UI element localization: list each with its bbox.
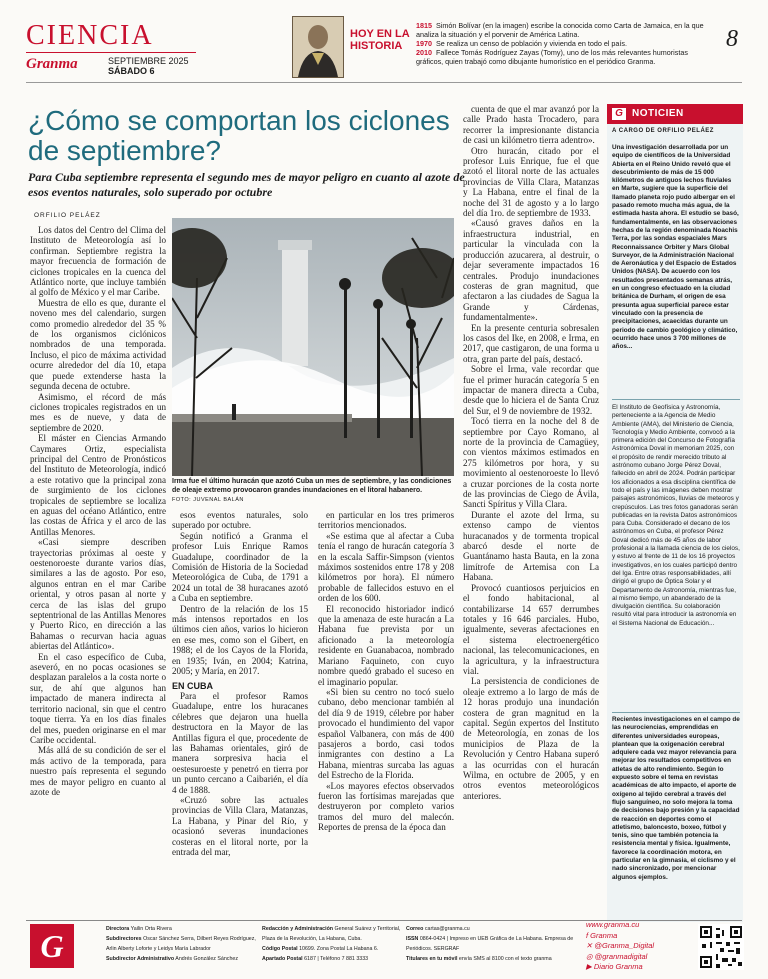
noticien-byline: A CARGO DE ORFILIO PELÁEZ [612,128,714,134]
footer-entry: ISSN 0864-0424 | Impreso en UEB Gráfica de La Habana. Empresa de Periódicos. SERGRAF [406,936,574,952]
footer-granma-logo-icon: G [30,924,74,968]
hoy-en-la-historia-title: HOY EN LA HISTORIA [350,28,410,52]
footer-entry: Subdirectores Oscar Sánchez Serra, Dilbert Reyes Rodríguez, Arlin Alberty Loforte y Leidys María Labrador [106,936,256,952]
sidebar-divider [612,399,740,400]
paragraph: Dentro de la relación de los 15 más intensos reportados en los últimos cien años, varios lo hicieron en ese mes, como son el Gibert, en 1988; el de los Cayos de la Florida, en 1935; Iván, en 2004; Katrina, 2005; y María, en 2017. [172,603,308,677]
paragraph: «Los mayores efectos observados fueron las fortísimas marejadas que destruyeron por completo varios tramos del muro del malecón. Reportes de prensa de la época dan [318,780,454,833]
qr-code-icon[interactable] [698,924,744,970]
paragraph: Según notificó a Granma el profesor Luis Enrique Ramos Guadalupe, coordinador de la Comisión de Historia de la Sociedad Meteorológica de Cuba, de 1791 a 2024 un total de 38 huracanes azotó a Cuba en septiembre. [172,530,308,604]
news-item-astrophotography: El Instituto de Geofísica y Astronomía, perteneciente a la Agencia de Medio Ambiente (AMA), del Ministerio de Ciencia, Tecnología y Medio Ambiente, convocó a la primera edición del Concurso de Fotografía Astronómica Doval in memoriam 2025, con el propósito de rendir merecido tributo al astrónomo cubano Jorge Pérez Doval, fallecido en abril de 2024. Podrán participar los aficionados a esa disciplina científica de todo el país y las imágenes deben mostrar paisajes astronómicos, lluvias de meteoros y crepúsculos. Las tres fotos ganadoras serán publicadas en la revista Datos astronómicos para Cuba. Considerado el decano de los astrónomos en Cuba, el profesor Pérez Doval dedicó más de 45 años de labor profesional a la llamada ciencia de los cielos, y estuvo al frente de 11 de los 16 proyectos investigativos, en los cuales participó dentro del Iga. Entre otras responsabilidades, allí dirigió el grupo de Óptica Solar y el Departamento de Astronomía, mientras fue, al mismo tiempo, un abanderado de la divulgación científica. Su colaboración resultó vital para introducir la astronomía en el Sistema Nacional de Educación... [612,404,740,627]
paragraph: Para el profesor Ramos Guadalupe, entre los huracanes célebres que dejaron una huella destructora en la Mayor de las Antillas figura el que, procedente de las Bahamas orientales, giró de manera sorpresiva hacia el oestesuroeste y penetró en tierra por un punto cercano a Caibarién, el día 4 de 1888. [172,690,308,795]
paragraph: «Se estima que al afectar a Cuba tenía el rango de huracán categoría 3 en la escala Saffir-Simpson (vientos máximos sostenidos entre 178 y 208 kilómetros por hora). El número probable de fallecidos estuvo en el orden de los 600. [318,530,454,604]
paragraph: Sobre el Irma, vale recordar que fue el primer huracán categoría 5 en impactar de manera directa a Cuba, desde que lo hiciera el de Santa Cruz del Sur, el 9 de noviembre de 1932. [463,364,599,416]
header-divider [26,82,742,83]
article-column-1 [30,225,166,922]
footer-entry: Código Postal 10699. Zona Postal La Habana 6. [262,946,379,952]
issue-date [108,56,189,76]
footer-entry: Titulares en tu móvil envía SMS al 8100 con el texto granma [406,956,552,962]
noticien-title: NOTICIEN [632,108,684,119]
article-headline: ¿Cómo se comportan los ciclones de septiembre? [28,105,450,166]
paragraph: Asimismo, el récord de más ciclones tropicales registrados en un mes es de nueve, y data de septiembre de 2020. [30,391,166,433]
paragraph: esos eventos naturales, solo superado por octubre. [172,510,308,531]
paragraph: «Cruzó sobre las actuales provincias de Villa Clara, Matanzas, La Habana, y Pinar del Río, y ocasionó severas inundaciones costeras en el litoral norte, por la entrada del mar, [172,794,308,857]
paragraph: Tocó tierra en la noche del 8 de septiembre por Cayo Romano, al norte de la provincia de Camagüey, con vientos máximos estimados en 275 kilómetros por hora, y su movimiento al oestenoroeste lo llevó a cruzar porciones de la costa norte de las provincias de Ciego de Ávila, Sancti Spíritus y Villa Clara. [463,416,599,510]
news-item-neuroscience: Recientes investigaciones en el campo de las neurociencias, emprendidas en diferentes universidades europeas, plantean que la oxigenación cerebral adquiere cada vez mayor relevancia para mejorar los resultados competitivos en atletas de alto rendimiento. Según lo expuesto sobre el tema en revistas académicas de alto impacto, el aporte de oxígeno al tejido cerebral a través del flujo sanguíneo, no solo mejora la toma de decisiones bajo presión y la capacidad de reacción en deportes como el atletismo, baloncesto, boxeo, fútbol y tenis, sino que también potencia la resistencia mental y física. Igualmente, favorece la coordinación motora, en particular en la gimnasia, el ciclismo y el nado sincronizado, por mencionar algunos ejemplos. [612,716,740,881]
youtube-link[interactable]: ▶ Diario Granma [586,962,643,972]
paragraph: Durante el azote del Irma, su extenso campo de vientos huracanados y de tormenta tropical abarcó desde el norte de Guantánamo hasta Bauta, en la zona limítrofe de Artemisa con La Habana. [463,509,599,583]
social-links [586,920,696,973]
footer-staff [106,924,256,964]
paragraph: Muestra de ello es que, durante el noveno mes del calendario, surgen como promedio alrededor del 35 % de los organismos ciclónicos nombrados de una temporada. Incluso, el pico de máxima actividad ocurre alrededor del día 10, etapa que puede extenderse hasta la segunda decena de octubre. [30,297,166,392]
footer-entry: Redacción y Administración General Suárez y Territorial, Plaza de la Revolución, La Habana, Cuba. [262,926,401,942]
paragraph: El reconocido historiador indicó que la amenaza de este huracán a La Habana fue prevista por un aficionado a la meteorología residente en Guanabacoa, nombrado Mariano Faquineto, con cuyo nombre quedó grabado el suceso en el imaginario popular. [318,603,454,687]
issue-month: SEPTIEMBRE 2025 [108,56,189,66]
website-link[interactable]: www.granma.cu [586,920,640,929]
granma-logo[interactable]: Granma [26,56,78,72]
section-subtitle: EN CUBA [172,680,214,691]
footer-contact [406,924,576,964]
paragraph: En la presente centuria sobresalen los casos del Ike, en 2008, e Irma, en 2017, que castigaron, de una forma u otra, gran parte del país, destacó. [463,322,599,364]
article-column-3 [318,510,454,922]
history-event: 1970 Se realiza un censo de población y vivienda en todo el país. [416,39,627,48]
paragraph: Provocó cuantiosos perjuicios en el fondo habitacional, al contabilizarse 14 657 derrumbes totales y 16 646 parciales. Hubo, igualmente, severas afectaciones en el sistema electroenergético nacional, las telecomunicaciones, en la agricultura, y la infraestructura vial. [463,582,599,676]
footer-entry: Apartado Postal 6187 | Teléfono 7 881 3333 [262,956,369,962]
masthead-divider [26,52,196,53]
page-number: 8 [726,26,738,52]
section-title: CIENCIA [26,20,154,51]
paragraph: «Casi siempre describen trayectorias próximas al oeste y oestenoroeste durante varios días, similares a las de agosto. Por eso, algunos entran en el mar Caribe oriental, y otros pasan al norte y cerca de las islas del grupo septentrional de las Antillas Menores y Puerto Rico, en dirección a las Bahamas o recurvan hacia aguas abiertas del Atlántico». [30,537,166,652]
footer-entry: Subdirector Administrativo Andrés González Sánchez [106,956,238,962]
twitter-link[interactable]: ✕ @Granma_Digital [586,941,655,951]
paragraph: Más allá de su condición de ser el más activo de la temporada, para nuestro país representa el segundo mes de mayor peligro en cuanto al azote de [30,745,166,797]
footer-address [262,924,402,964]
article-subhead: Para Cuba septiembre representa el segundo mes de mayor peligro en cuanto al azote de esos eventos naturales, solo superado por octubre [28,170,465,199]
article-column-4 [463,104,599,922]
news-item-mars: Una investigación desarrollada por un equipo de científicos de la Universidad Abierta en el Reino Unido reveló que el descubrimiento de más de 15 000 kilómetros de antiguos lechos fluviales en Marte, sugiere que la superficie del llamado planeta rojo pudo albergar en el pasado remoto mucha más agua, de la estimada hasta ahora. El estudio se basó, fundamentalmente, en las observaciones hechas de la región denominada Noachis Terra, por las sondas espaciales Mars Reconnaissance Orbiter y Mars Global Surveyor, de la Administración Nacional de Aeronáutica y del Espacio de Estados Unidos (NASA). De acuerdo con los resultados presentados semanas atrás, en un congreso efectuado en la ciudad británica de Durham, el origen de esa presunta agua superficial parece estar vinculado con la presencia de precipitaciones, acaecidas durante un periodo de cambio geológico y climático, ocurrido hace unos 3 700 millones de años... [612,144,739,351]
paragraph: El máster en Ciencias Armando Caymares Ortiz, especialista principal del Centro de Pronósticos del Instituto de Meteorología, indicó a este rotativo que la principal zona de surgimiento de los ciclones tropicales de septiembre se localiza en aguas del océano Atlántico, entre las costas de África y el arco de las Antillas Menores. [30,433,166,537]
footer-entry: Correo cartas@granma.cu [406,926,470,932]
bolivar-portrait-image [292,16,344,78]
history-event: 2010 Fallece Tomás Rodríguez Zayas (Tomy), uno de los más relevantes humoristas gráficos, quien trabajó como dibujante humorístico en el periódico Granma. [416,48,688,66]
paragraph: En el caso específico de Cuba, aseveró, en no pocas ocasiones se desplazan paralelos a la costa norte o sur, de ahí que algunos han impactado de manera indirecta al territorio nacional, sin que el centro toque tierra. Ya en los días finales del mes, pueden originarse en el mar Caribe occidental. [30,651,166,745]
photo-credit: FOTO: JUVENAL BALÁN [172,497,244,503]
issue-day: SÁBADO 6 [108,66,155,76]
footer-entry: Directora Yailin Orta Rivera [106,926,172,932]
paragraph: Los datos del Centro del Clima del Instituto de Meteorología así lo confirman. Septiembre registra la mayor frecuencia de formación de ciclones tropicales en la cuenca del Atlántico norte, que incluye también al golfo de México y el mar Caribe. [30,225,166,298]
history-events-list [416,21,716,66]
instagram-link[interactable]: ◎ @granmadigital [586,951,648,961]
facebook-link[interactable]: f Granma [586,930,618,940]
paragraph: en particular en los tres primeros territorios mencionados. [318,510,454,531]
photo-caption: Irma fue el último huracán que azotó Cuba un mes de septiembre, y las condiciones de oleaje extremo provocaron grandes inundaciones en el litoral habanero. [172,478,452,494]
paragraph: La persistencia de condiciones de oleaje extremo a lo largo de más de 12 horas produjo una inundación costera de gran magnitud en la capital. Según expertos del Instituto de Meteorología, en zonas de los municipios de Plaza de la Revolución y Centro Habana superó a las ocurridas con el huracán Wilma, en octubre de 2005, y en otros eventos meteorológicos anteriores. [463,676,599,801]
article-column-2 [172,510,308,922]
article-byline: ORFILIO PELÁEZ [34,212,101,219]
paragraph: «Causó graves daños en la infraestructura industrial, en particular la vinculada con la producción azucarera, al destruir, o dejar severamente impactados 16 centrales. Produjo inundaciones costeras de gran magnitud, que afectaron a las ciudades de Sagua la Grande y Cárdenas, fundamentalmente». [463,218,599,323]
hurricane-photo [172,218,454,476]
sidebar-divider [612,712,740,713]
paragraph: «Si bien su centro no tocó suelo cubano, debo mencionar también al del día 9 de 1919, célebre por haber provocado el hundimiento del vapor español Valbanera, con más de 400 pasajeros a bordo, casi todos inmigrantes con destino a La Habana, mientras surcaba las aguas del Estrecho de la Florida. [318,686,454,781]
noticien-logo-icon: G [612,108,626,120]
paragraph: cuenta de que el mar avanzó por la calle Prado hasta Trocadero, para recorrer la impresionante distancia de casi un kilómetro tierra adentro». [463,104,599,146]
history-event: 1815 Simón Bolívar (en la imagen) escribe la conocida como Carta de Jamaica, en la que analiza la situación y el porvenir de América Latina. [416,21,704,39]
paragraph: Otro huracán, citado por el profesor Luis Enrique, fue el que azotó el litoral norte de las actuales provincias de Villa Clara, Matanzas y La Habana, entre el final de la noche del 31 de agosto y a lo largo del día 1ro. de septiembre de 1933. [463,145,599,219]
